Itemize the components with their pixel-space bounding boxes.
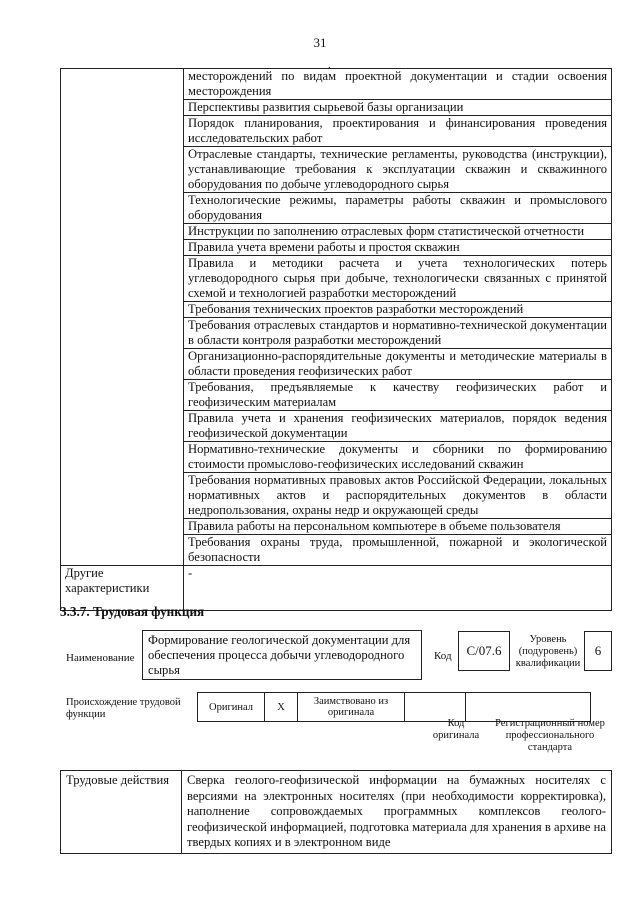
requirement-item: Нормативно-технические документы и сборники по формированию стоимости промыслово-геофизических исследований скважин [184, 442, 612, 473]
requirement-item: Правила учета и хранения геофизических материалов, порядок ведения геофизической документации [184, 411, 612, 442]
actions-label: Трудовые действия [61, 771, 182, 854]
requirement-row [61, 224, 612, 240]
requirement-label-cell [61, 240, 184, 256]
level-value-field: 6 [584, 631, 612, 671]
requirement-row [61, 256, 612, 302]
requirement-label-cell [61, 535, 184, 566]
requirement-label-cell [61, 100, 184, 116]
requirement-item: Требования охраны труда, промышленной, пожарной и экологической безопасности [184, 535, 612, 566]
requirement-item: Правила работы на персональном компьютере в объеме пользователя [184, 519, 612, 535]
other-characteristics-value: - [184, 566, 612, 611]
function-name-field: Формирование геологической документации для обеспечения процесса добычи углеводородного сырья [142, 630, 422, 680]
requirement-row [61, 240, 612, 256]
name-label: Наименование [66, 652, 135, 664]
borrowed-label: Заимствовано из оригинала [298, 693, 405, 722]
requirement-row [61, 147, 612, 193]
code-label: Код [434, 650, 452, 662]
requirement-label-cell [61, 256, 184, 302]
requirement-row [61, 442, 612, 473]
requirement-row [61, 411, 612, 442]
requirement-row [61, 349, 612, 380]
requirement-label-cell [61, 193, 184, 224]
requirement-row [61, 193, 612, 224]
requirement-item: Технологические режимы, параметры работы скважин и промыслового оборудования [184, 193, 612, 224]
page-dot-mark: . [328, 60, 331, 71]
requirement-label-cell [61, 519, 184, 535]
requirement-label-cell [61, 302, 184, 318]
section-title: 3.3.7. Трудовая функция [60, 604, 205, 619]
requirement-label-cell [61, 380, 184, 411]
requirement-label-cell [61, 318, 184, 349]
requirement-item: Инструкции по заполнению отраслевых форм статистической отчетности [184, 224, 612, 240]
requirements-table [60, 68, 612, 611]
requirement-item: Требования нормативных правовых актов Российской Федерации, локальных нормативных актов и распорядительных документов в области недропользования, охраны недр и окружающей среды [184, 473, 612, 519]
original-label: Оригинал [198, 693, 265, 722]
requirement-row [61, 473, 612, 519]
labor-actions-table [60, 770, 612, 854]
requirement-label-cell [61, 224, 184, 240]
other-characteristics-label: Другие характеристики [61, 566, 184, 611]
requirement-label-cell [61, 473, 184, 519]
requirement-item: Правила учета времени работы и простоя скважин [184, 240, 612, 256]
requirement-row [61, 519, 612, 535]
code-original-label: Код оригинала [432, 718, 480, 741]
requirement-item: Требования отраслевых стандартов и нормативно-технической документации в области контроля разработки месторождений [184, 318, 612, 349]
level-label: Уровень (подуровень) квалификации [515, 634, 581, 669]
requirement-row [61, 535, 612, 566]
requirement-item: Правила и методики расчета и учета технологических потерь углеводородного сырья при добыче, технологически связанных с принятой схемой и технологией разработки месторождений [184, 256, 612, 302]
requirement-item: месторождений по видам проектной документации и стадии освоения месторождения [184, 69, 612, 100]
requirement-row [61, 318, 612, 349]
requirement-row [61, 69, 612, 100]
requirement-label-cell [61, 349, 184, 380]
requirement-item: Требования технических проектов разработки месторождений [184, 302, 612, 318]
requirement-label-cell [61, 69, 184, 100]
requirement-label-cell [61, 442, 184, 473]
page-number: 31 [313, 35, 327, 50]
requirement-row [61, 302, 612, 318]
requirement-item: Организационно-распорядительные документы и методические материалы в области проведения геофизических работ [184, 349, 612, 380]
requirement-row [61, 100, 612, 116]
requirement-item: Требования, предъявляемые к качеству геофизических работ и геофизическим материалам [184, 380, 612, 411]
requirement-label-cell [61, 411, 184, 442]
original-checkmark: X [265, 693, 298, 722]
requirement-item: Порядок планирования, проектирования и финансирования проведения исследовательских работ [184, 116, 612, 147]
reg-number-label: Регистрационный номер профессионального стандарта [495, 718, 605, 753]
requirement-label-cell [61, 147, 184, 193]
code-value-field: С/07.6 [458, 631, 510, 671]
origin-label: Происхождение трудовой функции [66, 697, 181, 720]
requirement-item: Перспективы развития сырьевой базы организации [184, 100, 612, 116]
requirement-row [61, 116, 612, 147]
requirement-row [61, 380, 612, 411]
actions-text: Сверка геолого-геофизической информации на бумажных носителях с версиями на электронных носителях (при необходимости корректировка), наполнение сопровождаемых программных комплексов геолого-геофизической информацией, подготовка материала для хранения в архиве на твердых копиях и в электронном виде [182, 771, 612, 854]
requirement-item: Отраслевые стандарты, технические регламенты, руководства (инструкции), устанавливающие требования к эксплуатации скважин и скважинного оборудования по добыче углеводородного сырья [184, 147, 612, 193]
requirement-label-cell [61, 116, 184, 147]
